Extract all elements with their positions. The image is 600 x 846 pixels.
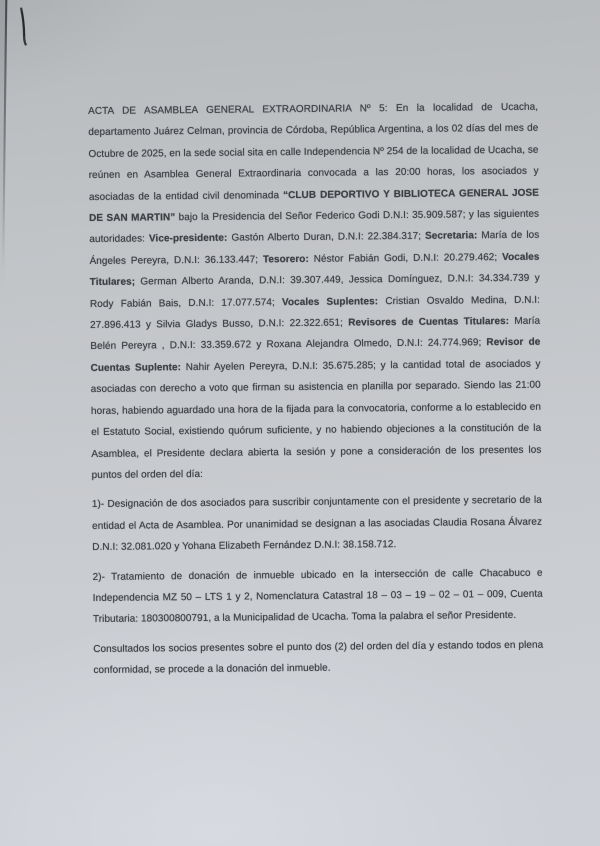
text-segment: 2)- Tratamiento de donación de inmueble ubicado en la intersección de calle Chacabuco e Independencia MZ 50 – LTS 1 y 2, Nomenclatura Catastral 18 – 03 – 19 – 02 – 01 – 009, Cuenta Tributaria: 180300800791, a la Municipalidad de Ucacha. Toma la palabra el señor Presidente.: [92, 567, 543, 626]
text-segment: German Alberto Aranda, D.N.I: 39.307.449, Jessica Domínguez, D.N.I: 34.334.739 y Rody Fabián Bais, D.N.I: 17.077.574;: [89, 272, 540, 310]
paragraph-point-2: [92, 562, 543, 631]
paragraph-point-1: [92, 490, 543, 559]
bold-text-segment: Vice-presidente:: [148, 233, 228, 245]
bold-text-segment: Secretaria:: [425, 230, 478, 243]
text-segment: Nahir Ayelen Pereyra, D.N.I: 35.675.285; y la cantidad total de asociados y asociadas con derecho a voto que firman su asistencia en planilla por separado. Siendo las 21:00 horas, habiendo aguardado una hora de la fijada para la convocatoria, conforme a lo establecido en el Estatuto Social, existiendo quórum suficiente, y no habiendo objeciones a la constitución de la Asamblea, el Presidente declara abierta la sesión y pone a consideración de los presentes los puntos del orden del día:: [90, 358, 542, 481]
bold-text-segment: Vocales Titulares;: [89, 251, 540, 289]
paragraph-opening: [88, 97, 542, 487]
text-segment: María Belén Pereyra , D.N.I: 33.359.672 y Roxana Alejandra Olmedo, D.N.I: 24.774.969;: [90, 315, 541, 353]
bold-text-segment: “CLUB DEPORTIVO Y BIBLIOTECA GENERAL JOSE DE SAN MARTIN”: [89, 187, 539, 225]
bold-text-segment: Tesorero:: [262, 253, 309, 266]
text-segment: ACTA DE ASAMBLEA GENERAL EXTRAORDINARIA Nº 5: En la localidad de Ucacha, departamento Juárez Celman, provincia de Córdoba, República Argentina, a los 02 días del mes de Octubre de 2025, en la sede social sita en calle Independencia Nº 254 de la localidad de Ucacha, se reúnen en Asamblea General Extraordinaria convocada a las 20:00 horas, los asociados y asociadas de la entidad civil denominada: [88, 101, 539, 203]
bold-text-segment: Revisores de Cuentas Titulares:: [348, 316, 510, 329]
text-segment: María de los Ángeles Pereyra, D.N.I: 36.133.447;: [89, 230, 540, 267]
text-segment: 1)- Designación de dos asociados para suscribir conjuntamente con el presidente y secretario de la entidad el Acta de Asamblea. Por unanimidad se designan a las asociadas Claudia Rosana Álvarez D.N.I: 32.081.020 y Yohana Elizabeth Fernández D.N.I: 38.158.712.: [91, 494, 543, 554]
bold-text-segment: Vocales Suplentes:: [281, 295, 379, 308]
page-edge-background: [0, 0, 5, 320]
text-segment: bajo la Presidencia del Señor Federico Godi D.N.I: 35.909.587; y las siguientes autoridades:: [89, 208, 540, 246]
text-segment: Gastón Alberto Duran, D.N.I: 22.384.317;: [227, 231, 426, 245]
text-segment: Cristian Osvaldo Medina, D.N.I: 27.896.413 y Silvia Gladys Busso, D.N.I: 22.322.651;: [90, 294, 540, 332]
text-segment: Néstor Fabián Godi, D.N.I: 20.279.462;: [308, 251, 503, 265]
acta-text-block: [88, 97, 544, 690]
text-segment: Consultados los socios presentes sobre el punto dos (2) del orden del día y estando todos en plena conformidad, se procede a la donación del inmueble.: [93, 639, 544, 677]
bold-text-segment: Revisor de Cuentas Suplente:: [90, 337, 541, 374]
paragraph-closing: [93, 634, 543, 681]
